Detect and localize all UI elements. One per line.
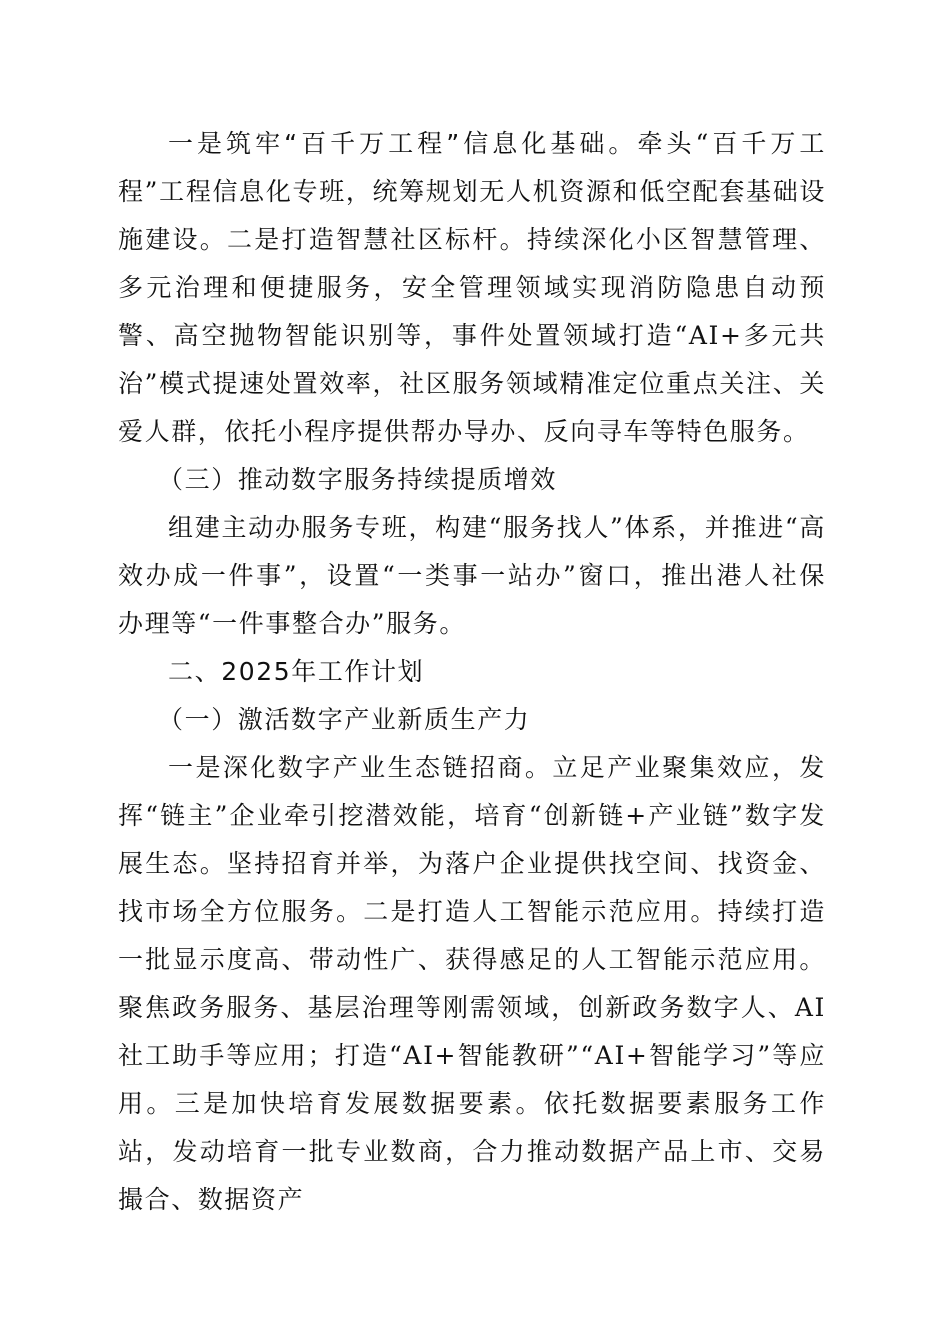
subheading-digital-services: （三）推动数字服务持续提质增效 — [158, 465, 558, 494]
paragraph-smart-infrastructure — [118, 120, 826, 456]
paragraph-text: 持续深化小区智慧管理、多元治理和便捷服务，安全管理领域实现消防隐患自动预警、高空抛物智能识别等，事件处置领域打造“AI+多元共治”模式提速处置效率，社区服务领域精准定位重点关注、关爱人群，依托小程序提供帮办导办、反向寻车等特色服务。 — [118, 225, 826, 446]
paragraph-text: 立足产业聚集效应，发挥“链主”企业牵引挖潜效能，培育“创新链+产业链”数字发展生态。坚持招育并举，为落户企业提供找空间、找资金、找市场全方位服务。 — [118, 753, 826, 926]
paragraph-digital-services: 组建主动办服务专班，构建“服务找人”体系，并推进“高效办成一件事”，设置“一类事一站办”窗口，推出港人社保办理等“一件事整合办”服务。 — [118, 513, 826, 638]
section-heading-2025-plan: 二、2025年工作计划 — [168, 657, 425, 686]
paragraph-text: 牵头“百千万工程”工程信息化专班，统筹规划无人机资源和低空配套基础设施建设。 — [118, 129, 827, 254]
subheading-digital-industry: （一）激活数字产业新质生产力 — [158, 705, 531, 734]
paragraph-text: 持续打造一批显示度高、带动性广、获得感足的人工智能示范应用。聚焦政务服务、基层治理等刚需领域，创新政务数字人、AI社工助手等应用；打造“AI+智能教研”“AI+智能学习”等应用。 — [118, 897, 826, 1118]
paragraph-text: 依托数据要素服务工作站，发动培育一批专业数商，合力推动数据产品上市、交易撮合、数据资产 — [118, 1089, 826, 1214]
lead-sentence: 二是打造智慧社区标杆。 — [227, 225, 527, 254]
document-page — [118, 120, 826, 1224]
lead-sentence: 三是加快培育发展数据要素。 — [174, 1089, 544, 1118]
lead-sentence: 二是打造人工智能示范应用。 — [363, 897, 718, 926]
paragraph-digital-industry — [118, 744, 826, 1224]
lead-sentence: 一是筑牢“百千万工程”信息化基础。 — [168, 129, 638, 158]
lead-sentence: 一是深化数字产业生态链招商。 — [168, 753, 553, 782]
